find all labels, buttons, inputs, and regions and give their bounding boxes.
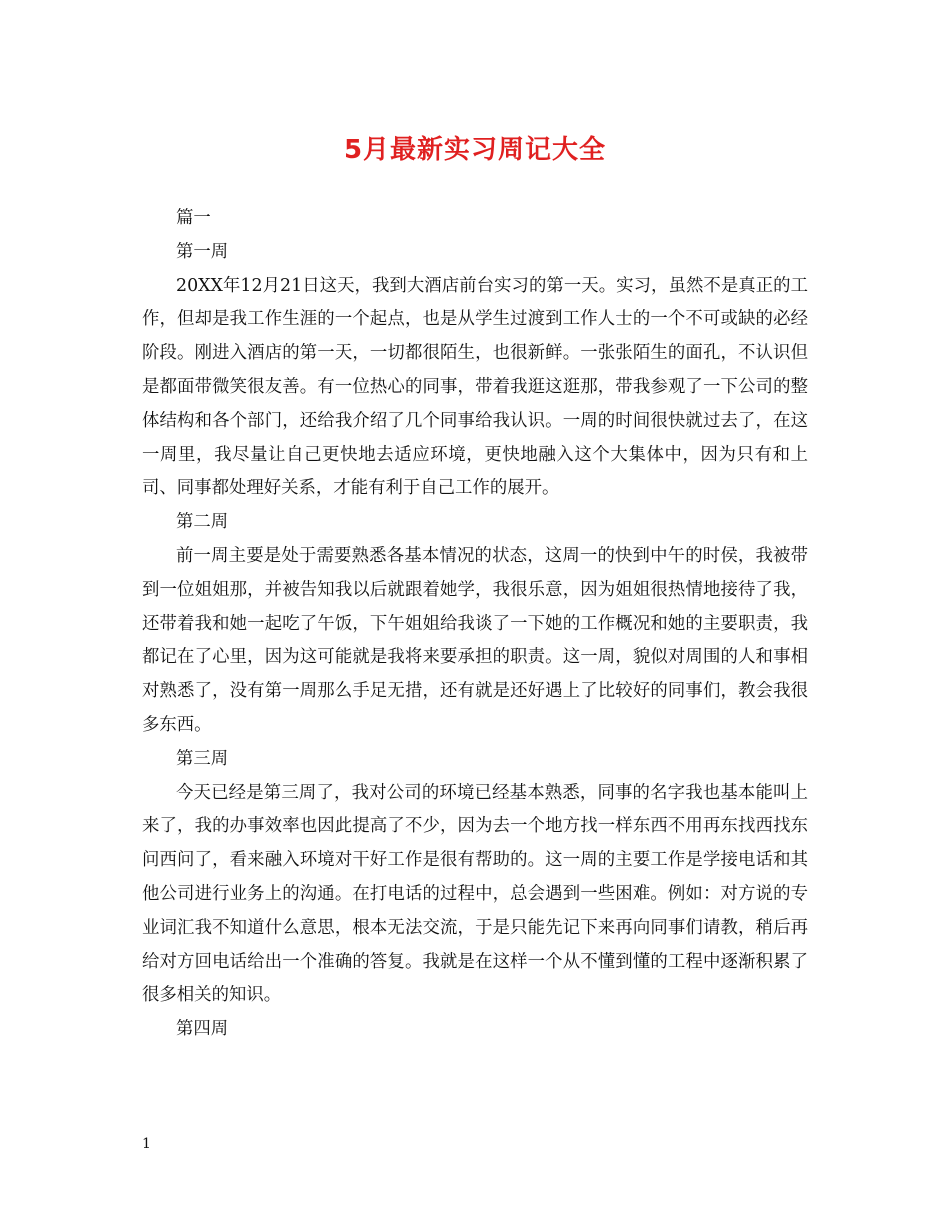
document-body [142, 202, 808, 1047]
week-heading-3: 第三周 [176, 748, 229, 769]
week-heading-4: 第四周 [176, 1019, 229, 1040]
paragraph-week-2: 前一周主要是处于需要熟悉各基本情况的状态，这周一的快到中午的时侯，我被带到一位姐姐那，并被告知我以后就跟着她学，我很乐意，因为姐姐很热情地接待了我，还带着我和她一起吃了午饭，下午姐姐给我谈了一下她的工作概况和她的主要职责，我都记在了心里，因为这可能就是我将来要承担的职责。这一周，貌似对周围的人和事相对熟悉了，没有第一周那么手足无措，还有就是还好遇上了比较好的同事们，教会我很多东西。 [142, 545, 808, 735]
page-number: 1 [142, 1136, 151, 1152]
week-heading-1: 第一周 [176, 241, 229, 262]
document-title: 5月最新实习周记大全 [343, 135, 607, 165]
paragraph-week-1: 20XX年12月21日这天，我到大酒店前台实习的第一天。实习，虽然不是真正的工作，但却是我工作生涯的一个起点，也是从学生过渡到工作人士的一个不可或缺的必经阶段。刚进入酒店的第一天，一切都很陌生，也很新鲜。一张张陌生的面孔，不认识但是都面带微笑很友善。有一位热心的同事，带着我逛这逛那，带我参观了一下公司的整体结构和各个部门，还给我介绍了几个同事给我认识。一周的时间很快就过去了，在这一周里，我尽量让自己更快地去适应环境，更快地融入这个大集体中，因为只有和上司、同事都处理好关系，才能有利于自己工作的展开。 [142, 275, 808, 499]
week-heading-2: 第二周 [176, 512, 229, 533]
section-heading-part-1: 篇一 [176, 208, 211, 228]
paragraph-week-3: 今天已经是第三周了，我对公司的环境已经基本熟悉，同事的名字我也基本能叫上来了，我的办事效率也因此提高了不少，因为去一个地方找一样东西不用再东找西找东问西问了，看来融入环境对干好工作是很有帮助的。这一周的主要工作是学接电话和其他公司进行业务上的沟通。在打电话的过程中，总会遇到一些困难。例如：对方说的专业词汇我不知道什么意思，根本无法交流，于是只能先记下来再向同事们请教，稍后再给对方回电话给出一个准确的答复。我就是在这样一个从不懂到懂的工程中逐渐积累了很多相关的知识。 [142, 782, 808, 1006]
